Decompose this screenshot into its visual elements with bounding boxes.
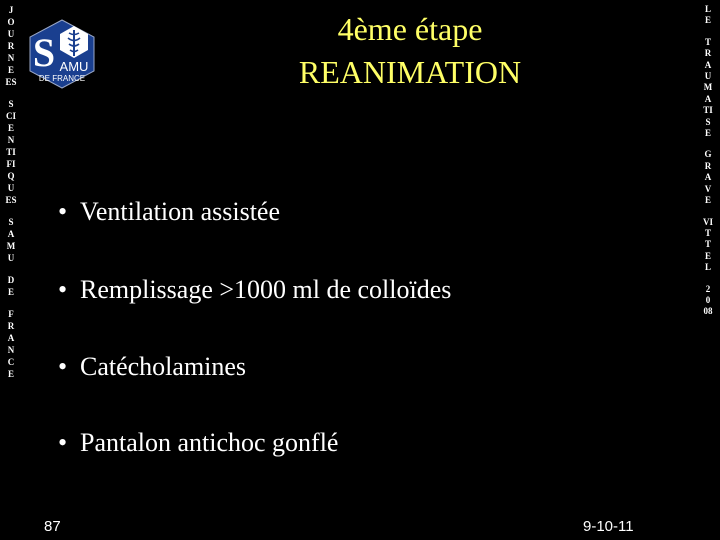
margin-letter: A bbox=[704, 93, 712, 104]
bullet-text: Ventilation assistée bbox=[80, 197, 281, 226]
bullet-symbol: • bbox=[58, 428, 68, 457]
margin-letter: L bbox=[704, 262, 711, 273]
slide-title-line-1: 4ème étape bbox=[337, 11, 483, 47]
margin-letter: M bbox=[703, 82, 713, 93]
margin-letter: A bbox=[704, 59, 712, 70]
margin-letter: TI bbox=[703, 105, 713, 116]
margin-letter: G bbox=[704, 149, 712, 160]
margin-letter: E bbox=[704, 250, 711, 261]
margin-letter: 2 bbox=[705, 283, 711, 294]
margin-letter: R bbox=[7, 321, 15, 331]
bullet-item bbox=[58, 275, 451, 305]
margin-letter: N bbox=[7, 53, 15, 63]
margin-letter: T bbox=[704, 227, 711, 238]
margin-letter: S bbox=[8, 217, 14, 227]
margin-letter: VI bbox=[702, 216, 713, 227]
margin-letter: E bbox=[7, 123, 14, 133]
margin-letter: E bbox=[7, 65, 14, 75]
bullet-symbol: • bbox=[58, 352, 68, 381]
margin-letter: A bbox=[7, 229, 15, 239]
margin-letter: A bbox=[7, 333, 15, 343]
logo-subtitle: DE FRANCE bbox=[38, 74, 86, 83]
margin-letter: N bbox=[7, 135, 15, 145]
bullet-item bbox=[58, 197, 280, 227]
bullet-item bbox=[58, 352, 246, 382]
logo-letter: S bbox=[32, 30, 56, 75]
bullet-text: Catécholamines bbox=[80, 352, 247, 381]
margin-letter: 0 bbox=[705, 294, 711, 305]
margin-letter: E bbox=[704, 128, 711, 139]
bullet-text: Remplissage >1000 ml de colloïdes bbox=[80, 275, 452, 304]
bullet-item bbox=[58, 428, 338, 458]
margin-letter: T bbox=[704, 239, 711, 250]
margin-letter: U bbox=[7, 29, 15, 39]
margin-letter: A bbox=[704, 172, 712, 183]
margin-letter: CI bbox=[5, 111, 16, 121]
margin-letter: S bbox=[8, 99, 14, 109]
margin-letter: S bbox=[705, 116, 711, 127]
margin-letter: C bbox=[7, 357, 15, 367]
logo-name: AMU bbox=[59, 59, 89, 74]
bullet-text: Pantalon antichoc gonflé bbox=[80, 428, 339, 457]
margin-letter: E bbox=[704, 15, 711, 26]
margin-letter: ES bbox=[5, 77, 17, 87]
margin-letter: M bbox=[6, 241, 16, 251]
margin-letter: E bbox=[7, 369, 14, 379]
bullet-symbol: • bbox=[58, 197, 68, 226]
margin-letter: R bbox=[7, 41, 15, 51]
margin-letter: F bbox=[8, 309, 14, 319]
margin-letter: U bbox=[704, 71, 712, 82]
footer-date: 9-10-11 bbox=[583, 518, 634, 535]
margin-letter: 08 bbox=[703, 306, 713, 317]
right-margin-text bbox=[698, 4, 718, 318]
samu-logo-graphic bbox=[24, 18, 100, 90]
margin-letter: U bbox=[7, 253, 15, 263]
margin-letter: E bbox=[7, 287, 14, 297]
margin-letter: E bbox=[704, 195, 711, 206]
margin-letter: R bbox=[704, 48, 712, 59]
margin-letter: L bbox=[704, 4, 711, 14]
margin-letter: O bbox=[7, 17, 15, 27]
margin-letter: J bbox=[8, 5, 14, 15]
margin-letter: R bbox=[704, 160, 712, 171]
margin-letter: N bbox=[7, 345, 15, 355]
left-margin-text bbox=[2, 4, 20, 380]
margin-letter: FI bbox=[6, 159, 16, 169]
samu-logo bbox=[24, 18, 100, 90]
margin-letter: Q bbox=[7, 171, 15, 181]
margin-letter: TI bbox=[6, 147, 16, 157]
margin-letter: V bbox=[704, 183, 712, 194]
margin-letter: ES bbox=[5, 195, 17, 205]
margin-letter: D bbox=[7, 275, 15, 285]
page-number: 87 bbox=[44, 518, 61, 535]
bullet-symbol: • bbox=[58, 275, 68, 304]
slide-title-line-2: REANIMATION bbox=[298, 54, 522, 90]
margin-letter: T bbox=[704, 36, 711, 47]
margin-letter: U bbox=[7, 183, 15, 193]
caduceus-icon bbox=[60, 26, 88, 58]
